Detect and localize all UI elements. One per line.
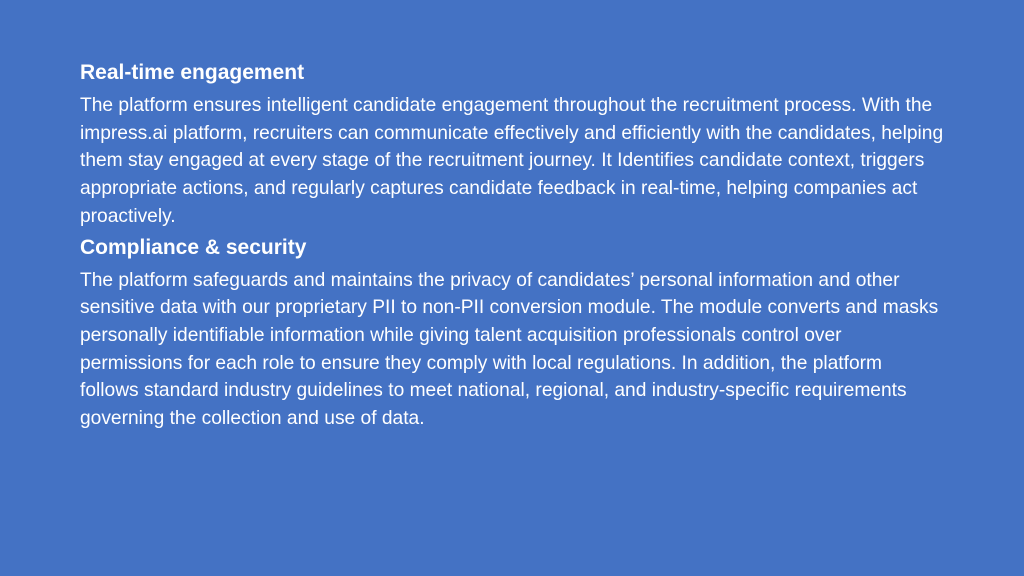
section-compliance-security xyxy=(80,233,944,433)
section-real-time-engagement xyxy=(80,58,944,231)
section-heading: Real-time engagement xyxy=(80,61,305,84)
section-heading: Compliance & security xyxy=(80,235,307,259)
section-body: The platform ensures intelligent candidate engagement throughout the recruitment process. With the impress.ai platform, recruiters can communicate effectively and efficiently with the candidates, helping them stay engaged at every stage of the recruitment journey. It Identifies candidate context, triggers appropriate actions, and regularly captures candidate feedback in real-time, helping companies act proactively. xyxy=(80,95,944,227)
section-body: The platform safeguards and maintains the privacy of candidates’ personal information and other sensitive data with our proprietary PII to non-PII conversion module. The module converts and masks personally identifiable information while giving talent acquisition professionals control over permissions for each role to ensure they comply with local regulations. In addition, the platform follows standard industry guidelines to meet national, regional, and industry-specific requirements governing the collection and use of data. xyxy=(80,269,939,430)
